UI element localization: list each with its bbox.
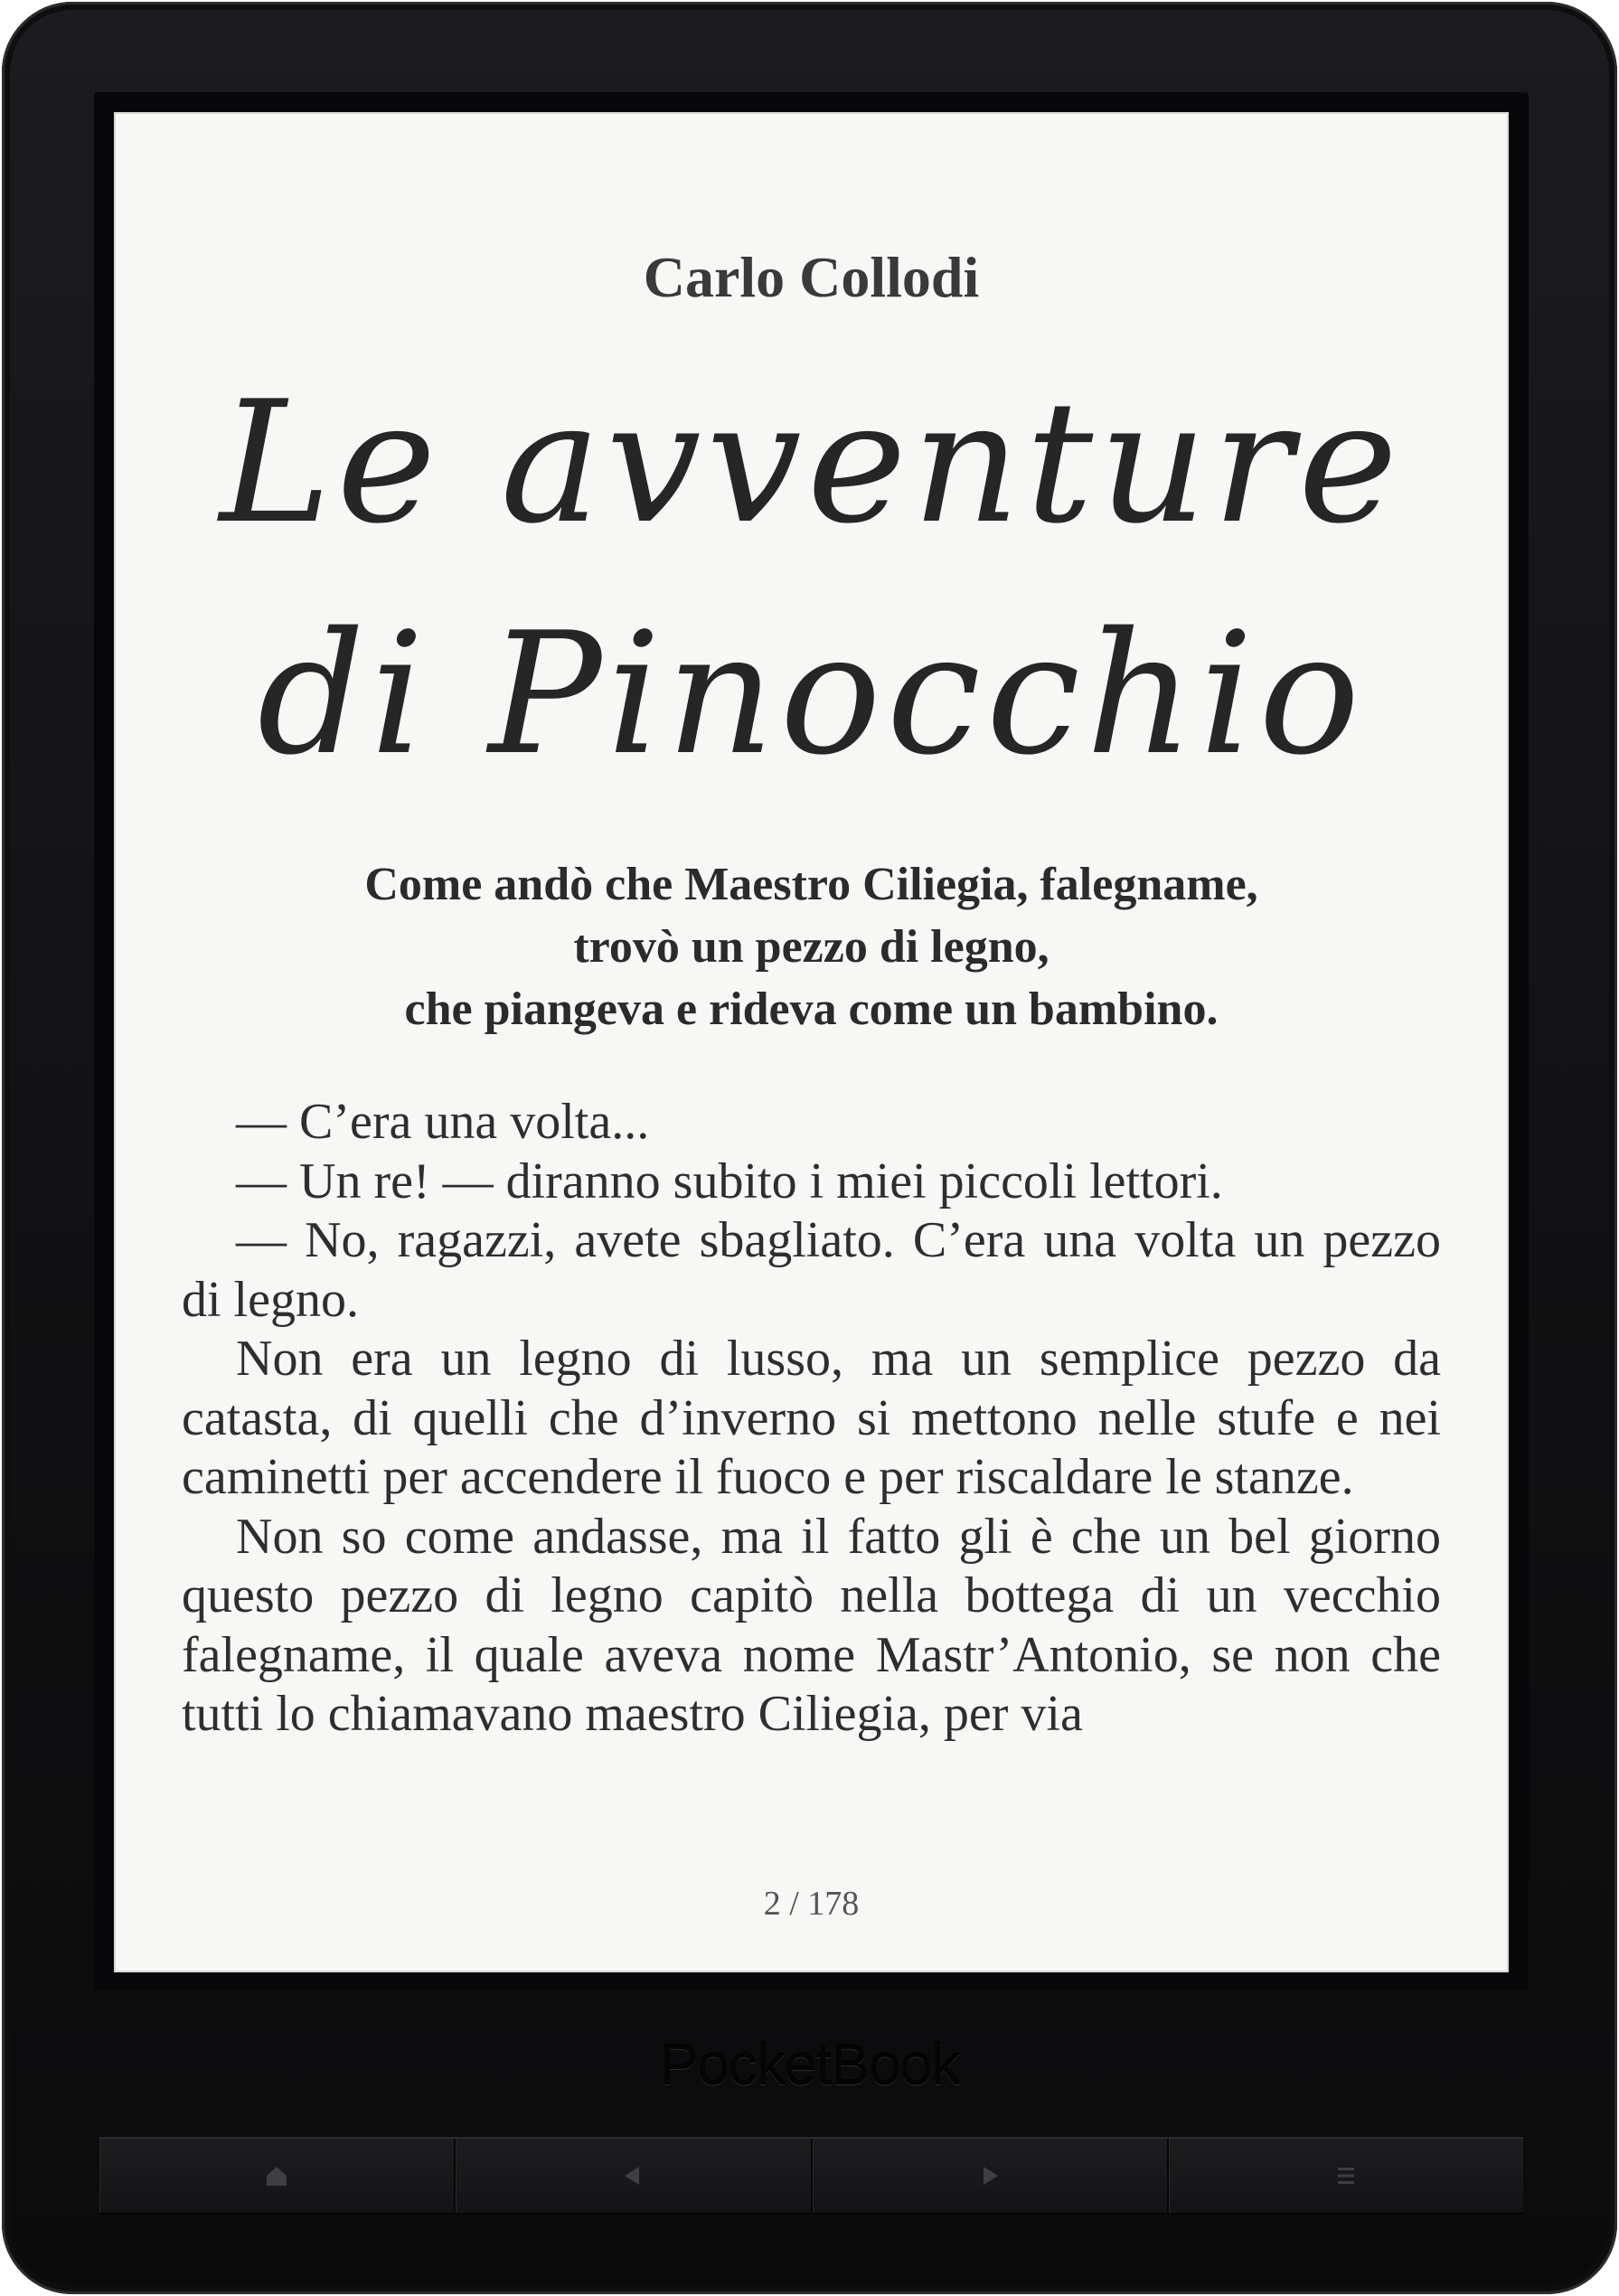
home-button[interactable] xyxy=(99,2139,456,2213)
chapter-heading-line: trovò un pezzo di legno, xyxy=(573,921,1050,973)
page-back-button[interactable] xyxy=(456,2139,812,2213)
arrow-left-icon xyxy=(621,2164,645,2188)
chapter-heading xyxy=(168,853,1454,1040)
ereader-device xyxy=(2,2,1617,2294)
paragraph: — C’era una volta... xyxy=(236,1094,650,1150)
chapter-heading-line: che piangeva e rideva come un bambino. xyxy=(404,983,1219,1035)
hardware-button-bar xyxy=(99,2137,1523,2215)
page-indicator: 2 / 178 xyxy=(763,1885,860,1923)
paragraph: Non era un legno di lusso, ma un semplice pezzo da catasta, di quelli che d’inverno si mettono nelle stufe e nei caminetti per accendere il fuoco e per riscaldare le stanze. xyxy=(182,1331,1441,1505)
paragraph: Non so come andasse, ma il fatto gli è che un bel giorno questo pezzo di legno capitò nella bottega di un vecchio falegname, il quale aveva nome Mastr’Antonio, se non che tutti lo chiamavano maestro Ciliegia, per via xyxy=(182,1508,1441,1742)
paragraph: — No, ragazzi, avete sbagliato. C’era una volta un pezzo di legno. xyxy=(182,1212,1441,1328)
chapter-heading-line: Come andò che Maestro Ciliegia, falegname, xyxy=(364,859,1258,910)
paragraph: — Un re! — diranno subito i miei piccoli lettori. xyxy=(236,1153,1223,1209)
home-icon xyxy=(265,2164,288,2188)
reading-screen[interactable] xyxy=(114,112,1509,1972)
brand-logo: PocketBook xyxy=(659,2032,960,2097)
menu-icon xyxy=(1334,2164,1358,2188)
book-author: Carlo Collodi xyxy=(643,245,980,309)
book-title: Le avventure di Pinocchio xyxy=(219,364,1404,792)
menu-button[interactable] xyxy=(1169,2139,1523,2213)
book-body-text xyxy=(182,1093,1441,1745)
arrow-right-icon xyxy=(978,2164,1002,2188)
page-forward-button[interactable] xyxy=(813,2139,1169,2213)
